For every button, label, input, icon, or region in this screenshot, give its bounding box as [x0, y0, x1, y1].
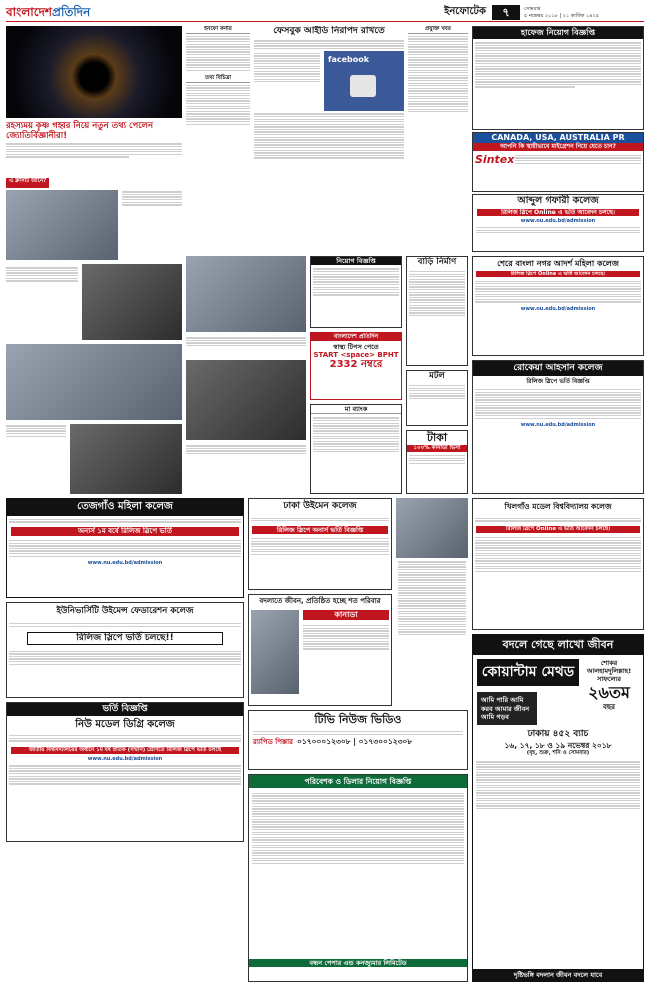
bodlate-title: বদলাতে জীবন, প্রতিষ্ঠিত হচ্ছে শত পরিবার	[259, 597, 381, 605]
abdul-gafari-title: আব্দুল গফারী কলেজ	[517, 195, 599, 206]
bp-brand: বাংলাদেশ প্রতিদিন	[311, 333, 401, 341]
section-banner	[6, 178, 182, 188]
brand-part2: প্রতিদিন	[51, 5, 91, 19]
distributor-recruitment-ad	[248, 774, 468, 982]
brand-part1: বাংলাদেশ	[6, 5, 52, 19]
event-photo-1	[6, 190, 118, 260]
taka-title: টাকা	[426, 431, 448, 444]
porikkhok-title: পরিবেশক ও ডিলার নিয়োগ বিজ্ঞপ্তি	[249, 775, 467, 788]
event-photo-6	[186, 360, 306, 440]
quantum-title: কোয়ান্টাম মেথড	[477, 659, 579, 686]
canada-subtitle: আপনি কি স্থায়ীভাবে মাইগ্রেশন নিয়ে যেতে চান?	[473, 143, 643, 151]
canada-visa-ad	[248, 594, 392, 706]
info-corner-column	[186, 26, 250, 252]
new-model-college-ad	[6, 702, 244, 842]
caption-1	[122, 190, 182, 207]
section-banner-label: এ ক্লাসটি জানে?	[6, 178, 49, 188]
ma-bank-title: মা ব্যাংক	[311, 405, 401, 414]
padlock-icon	[350, 75, 376, 97]
quantum-footer: দৃষ্টিভঙ্গি বদলান জীবন বদলে যাবে	[473, 969, 643, 981]
blackhole-article	[6, 26, 182, 174]
bp-health-tips-ad	[310, 332, 402, 400]
tech-news-title: প্রযুক্তি খবর	[408, 26, 468, 34]
canada-visa-percent: ১০০% কানাডা ভিসা	[407, 445, 467, 452]
niyog-title: নিয়োগ বিজ্ঞপ্তি	[311, 257, 401, 265]
new-model-site: www.nu.edu.bd/admission	[87, 755, 163, 762]
rokeya-title: রোকেয়া আহসান কলেজ	[473, 361, 643, 376]
new-model-title: নিউ মডেল ডিগ্রি কলেজ	[75, 719, 175, 731]
hafez-recruitment-ad	[472, 26, 644, 130]
uwf-college-ad	[6, 602, 244, 698]
tv-news-title: টিভি নিউজ ভিডিও	[314, 713, 402, 726]
rapid-pixar-logo: র‍্যাপিড পিক্সার	[253, 737, 294, 746]
date-full: ৫ নভেম্বর ২০১৮ | ২১ কার্তিক ১৪২৫	[524, 12, 599, 19]
dhaka-womens-subtitle: রিলিজ স্লিপে অনার্স ভর্তি বিজ্ঞপ্তি	[252, 526, 388, 534]
mottle-ad	[406, 370, 468, 426]
caption-5	[186, 336, 306, 348]
bondhon-company: বন্ধন পেপার এন্ড কনজ্যুমার লিমিটেড	[249, 959, 467, 967]
ma-bank-ad	[310, 404, 402, 494]
small-ads-column	[396, 498, 468, 706]
abdul-gafari-college-ad	[472, 194, 644, 252]
tech-tips-title: তথ্য বিচিত্রা	[186, 75, 250, 83]
person-photo	[251, 610, 299, 694]
uwf-subtitle: রিলিজ স্লিপে ভর্তি চলছে!!	[27, 632, 223, 645]
caption-3	[6, 424, 66, 438]
mottle-title: মটল	[429, 371, 445, 381]
dhaka-womens-title: ঢাকা উইমেন কলেজ	[283, 501, 357, 511]
khilgaon-release: রিলিজ স্লিপে Online এ ভর্তি আবেদন চলছে।	[476, 526, 640, 533]
caption-6	[186, 444, 306, 456]
tech-news-column	[408, 26, 468, 252]
abdul-gafari-release: রিলিজ স্লিপে Online এ ভর্তি আবেদন চলছে।	[477, 209, 639, 217]
blackhole-headline: রহস্যময় কৃষ্ণ গহ্বর নিয়ে নতুন তথ্য পেলেন জ্যোতির্বিজ্ঞানীরা!	[6, 121, 154, 142]
bari-nirman-title: বাড়ি নির্মাণ	[417, 257, 457, 267]
tv-news-phone: ০১৭০০০১২৩০৮ | ০১৭৩০০১২৩০৮	[297, 737, 413, 747]
sher-bangla-site: www.nu.edu.bd/admission	[520, 305, 596, 312]
quantum-slogan: আমি পারি আমি করব আমার জীবন আমি গড়ব	[477, 692, 537, 725]
quantum-years-label: বছর	[603, 703, 615, 712]
canada-visa-title: কানাডা	[303, 610, 389, 620]
quantum-batch: ঢাকায় ৪৫২ ব্যাচ	[527, 729, 589, 740]
page-number: ৭	[492, 5, 520, 20]
health-code: START <space> BPHT	[313, 350, 399, 359]
event-photo-2	[82, 264, 182, 340]
health-number: 2332 নম্বরে	[329, 359, 383, 371]
event-photo-3	[6, 344, 182, 420]
sher-bangla-title: শেরে বাংলা নগর আদর্শ মহিলা কলেজ	[497, 259, 619, 268]
issue-date	[524, 6, 644, 19]
sher-bangla-release: রিলিজ স্লিপে Online এ ভর্তি আবেদন চলছে।	[476, 271, 640, 277]
tejgaon-college-ad	[6, 498, 244, 598]
caption-2	[6, 266, 78, 283]
tejgaon-site: www.nu.edu.bd/admission	[87, 560, 163, 567]
blackhole-body	[6, 143, 182, 157]
vorti-title: ভর্তি বিজ্ঞপ্তি	[7, 703, 243, 716]
dhaka-womens-college-ad	[248, 498, 392, 590]
khilgaon-college-ad	[472, 498, 644, 630]
sher-bangla-college-ad	[472, 256, 644, 356]
rokeya-subtitle: রিলিজ স্লিপে ভর্তি বিজ্ঞপ্তি	[526, 378, 590, 386]
newspaper-brand	[6, 5, 90, 20]
khilgaon-title: খিলগাঁও মডেল বিশ্ববিদ্যালয় কলেজ	[504, 502, 612, 511]
tv-news-ad	[248, 710, 468, 770]
facebook-article	[254, 26, 404, 252]
quantum-days: (বৃহ, শুক্র, শনি ও সোমবার)	[526, 750, 590, 757]
tejgaon-honours: অনার্স ১ম বর্ষে রিলিজ স্লিপে ভর্তি	[11, 527, 239, 536]
info-corner-title: ইনফো কর্নার	[186, 26, 250, 34]
blackhole-photo	[6, 26, 182, 118]
canada-pr-ad	[472, 132, 644, 192]
health-tips-title: স্বাস্থ্য টিপস পেতে	[333, 342, 379, 351]
new-model-subtitle: জাতীয় বিশ্ববিদ্যালয়ের অধীনে ১ম বর্ষ স্নাতক (সম্মান) শ্রেণিতে রিলিজ স্লিপে ভর্তি চলছে	[11, 747, 239, 754]
canada-title: CANADA, USA, AUSTRALIA PR	[473, 133, 643, 143]
date-day: সোমবার	[524, 6, 541, 13]
facebook-logo: facebook	[328, 55, 370, 65]
recruitment-ad	[310, 256, 402, 328]
event-photo-5	[186, 256, 306, 332]
sintex-logo: Sintex	[475, 152, 515, 166]
masthead	[6, 4, 644, 22]
abdul-gafari-site: www.nu.edu.bd/admission	[520, 218, 596, 225]
bodle-gese-title: বদলে গেছে লাখো জীবন	[473, 635, 643, 655]
taka-ad	[406, 430, 468, 494]
section-title: ইনফোটেক	[444, 6, 486, 18]
quantum-years: ২৬তম	[588, 683, 630, 703]
house-build-ad	[406, 256, 468, 366]
facebook-headline: ফেসবুক আইডি নিরাপদ রাখতে	[273, 26, 385, 36]
quantum-dates: ১৬, ১৭, ১৮ ও ১৯ নভেম্বর ২০১৮	[504, 740, 612, 750]
tejgaon-title: তেজগাঁও মহিলা কলেজ	[7, 499, 243, 516]
quantum-shukar: শোকর আলহামদুলিল্লাহ! সাফল্যের	[586, 658, 632, 683]
uwf-title: ইউনিভার্সিটি উইমেন্স ফেডারেশন কলেজ	[56, 606, 194, 616]
facebook-image	[324, 51, 404, 111]
quantum-method-ad	[472, 634, 644, 982]
hafez-title: হাফেজ নিয়োগ বিজ্ঞপ্তি	[473, 27, 643, 39]
rokeya-college-ad	[472, 360, 644, 494]
rokeya-site: www.nu.edu.bd/admission	[520, 422, 596, 429]
small-ad-photo	[396, 498, 468, 558]
event-photo-4	[70, 424, 182, 494]
